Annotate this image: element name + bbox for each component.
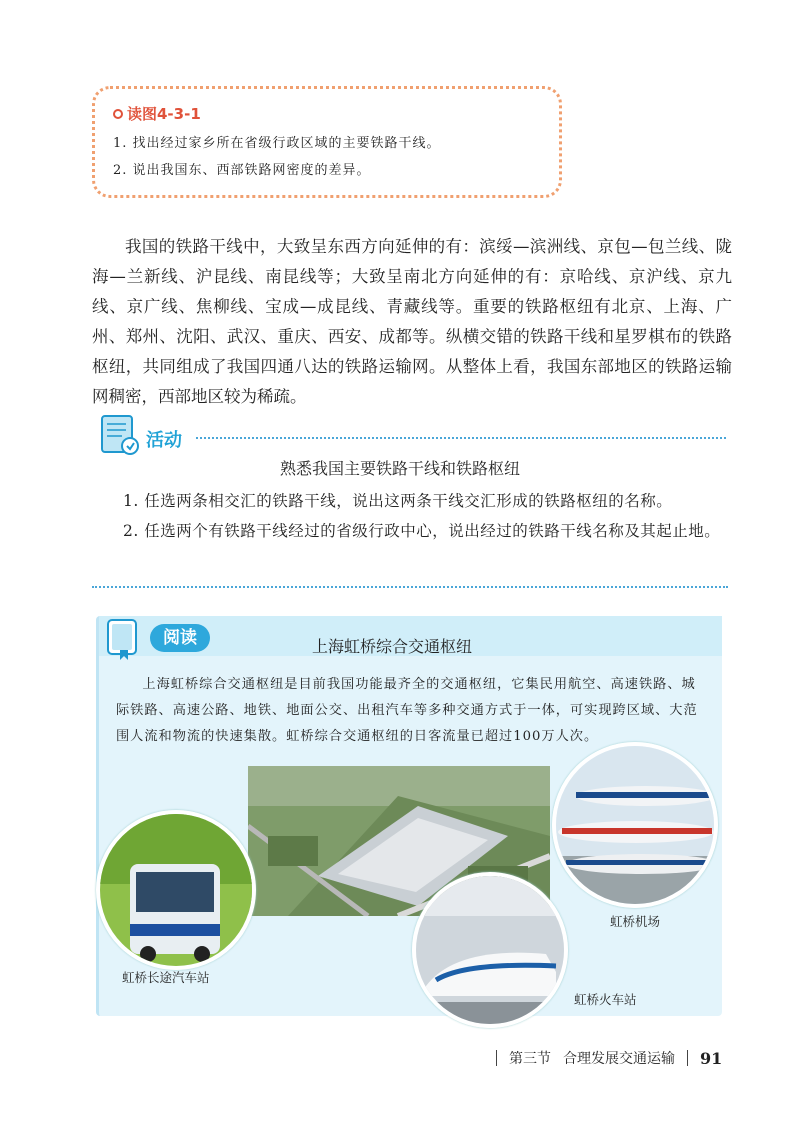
question-2: 2. 说出我国东、西部铁路网密度的差异。 [113, 163, 371, 178]
activity-title: 熟悉我国主要铁路干线和铁路枢纽 [279, 459, 520, 478]
page-number: 91 [700, 1048, 723, 1068]
bus-icon [100, 814, 252, 966]
reading-map-title-row [113, 103, 541, 124]
activity-label: 活动 [146, 430, 182, 451]
caption-train-station: 虹桥火车站 [574, 992, 637, 1007]
activity-bottom-divider [92, 586, 728, 588]
page-footer [496, 1048, 722, 1068]
reading-map-box [92, 86, 562, 198]
reading-map-title: 读图4-3-1 [127, 105, 201, 123]
airport-photo [552, 742, 718, 908]
activity-body [92, 486, 738, 546]
footer-separator [687, 1050, 688, 1066]
activity-item-2: 2. 任选两个有铁路干线经过的省级行政中心，说出经过的铁路干线名称及其起止地。 [123, 522, 721, 540]
reading-body: 上海虹桥综合交通枢纽是目前我国功能最齐全的交通枢纽，它集民用航空、高速铁路、城际铁路、高速公路、地铁、地面公交、出租汽车等多种交通方式于一体，可实现跨区域、大范围人流和物流的快速集散。虹桥综合交通枢纽的日客流量已超过100万人次。 [116, 677, 698, 744]
question-1: 1. 找出经过家乡所在省级行政区域的主要铁路干线。 [113, 136, 441, 151]
activity-notebook-icon [96, 412, 142, 458]
footer-chapter: 合理发展交通运输 [563, 1051, 675, 1067]
footer-separator [496, 1050, 497, 1066]
circle-bullet-icon [113, 109, 123, 119]
reading-title: 上海虹桥综合交通枢纽 [312, 637, 473, 656]
footer-section: 第三节 [509, 1051, 551, 1067]
bus-station-photo [96, 810, 256, 970]
caption-bus-station: 虹桥长途汽车站 [122, 970, 210, 985]
train-station-photo [412, 872, 568, 1028]
activity-divider [196, 437, 726, 439]
caption-airport: 虹桥机场 [610, 914, 661, 929]
reading-label: 阅读 [150, 624, 210, 652]
reading-book-icon [100, 614, 148, 662]
main-paragraph: 我国的铁路干线中，大致呈东西方向延伸的有：滨绥—滨洲线、京包—包兰线、陇海—兰新线、沪昆线、南昆线等；大致呈南北方向延伸的有：京哈线、京沪线、京九线、京广线、焦柳线、宝成—成昆线、青藏线等。重要的铁路枢纽有北京、上海、广州、郑州、沈阳、武汉、重庆、西安、成都等。纵横交错的铁路干线和星罗棋布的铁路枢纽，共同组成了我国四通八达的铁路运输网。从整体上看，我国东部地区的铁路运输网稠密，西部地区较为稀疏。 [92, 237, 732, 406]
airplane-icon [556, 746, 714, 904]
train-icon [416, 876, 564, 1024]
activity-item-1: 1. 任选两条相交汇的铁路干线，说出这两条干线交汇形成的铁路枢纽的名称。 [123, 492, 673, 510]
